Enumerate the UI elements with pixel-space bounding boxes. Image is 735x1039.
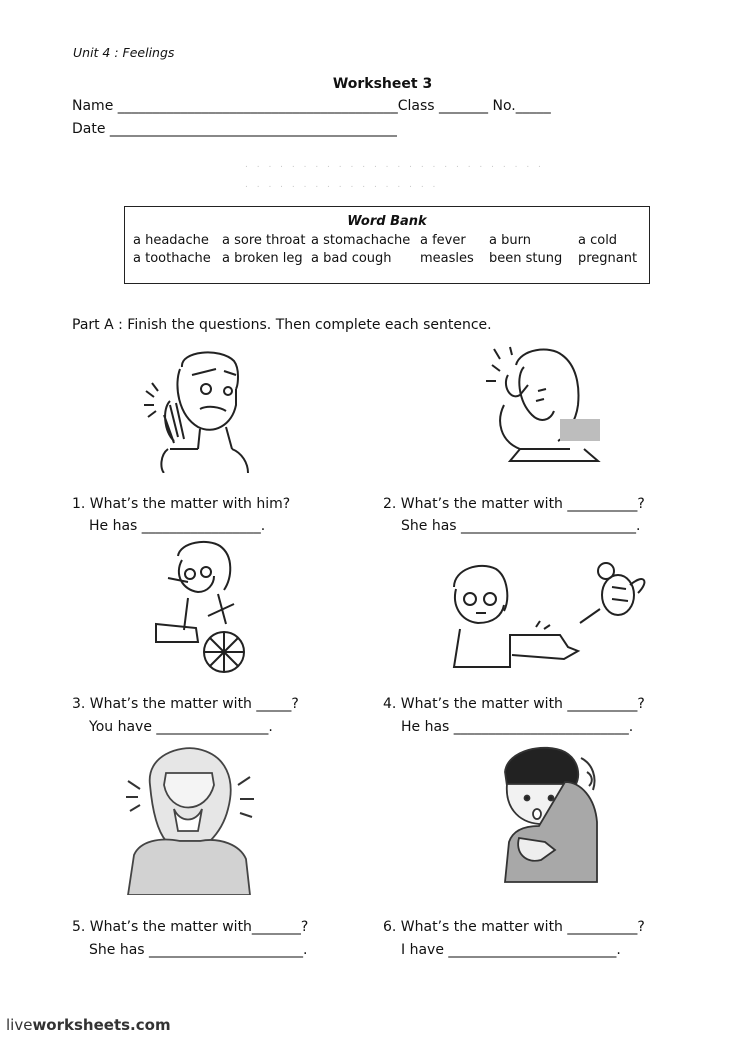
answer-1: He has _________________.	[89, 518, 266, 534]
unit-label: Unit 4 : Feelings	[73, 45, 175, 60]
word-bank-item: a headache	[133, 233, 209, 248]
date-line: Date _________________________________________	[72, 121, 397, 137]
question-1: 1. What’s the matter with him?	[72, 496, 291, 512]
word-bank-title: Word Bank	[347, 214, 427, 229]
boy-toothache-illustration	[140, 345, 260, 473]
question-4: 4. What’s the matter with __________?	[383, 696, 645, 712]
answer-2: She has _________________________.	[401, 518, 641, 534]
answer-4: He has _________________________.	[401, 719, 634, 735]
question-3: 3. What’s the matter with _____?	[72, 696, 299, 712]
word-bank	[124, 206, 650, 284]
word-bank-item: a bad cough	[311, 251, 392, 266]
brand-tail: .com	[130, 1016, 171, 1034]
liveworksheets-brand[interactable]	[6, 1016, 171, 1034]
word-bank-item: a stomachache	[311, 233, 411, 248]
word-bank-item: a toothache	[133, 251, 211, 266]
answer-6: I have ________________________.	[401, 942, 621, 958]
word-bank-item: been stung	[489, 251, 563, 266]
brand-bold: worksheets	[32, 1016, 131, 1034]
name-line: Name ________________________________________Class _______ No._____	[72, 98, 551, 114]
word-bank-item: a burn	[489, 233, 531, 248]
word-bank-item: pregnant	[578, 251, 638, 266]
part-a-instructions: Part A : Finish the questions. Then complete each sentence.	[72, 317, 492, 333]
woman-sneezing-illustration	[120, 745, 260, 895]
word-bank-item: a fever	[420, 233, 466, 248]
boy-coughing-illustration	[485, 742, 605, 892]
word-bank-item: a broken leg	[222, 251, 303, 266]
word-bank-item: measles	[420, 251, 474, 266]
woman-headache-illustration	[480, 345, 605, 465]
answer-3: You have ________________.	[89, 719, 273, 735]
word-bank-item: a cold	[578, 233, 618, 248]
faint-text-line: . . . . . . . . . . . . . . . . .	[245, 180, 439, 190]
word-bank-item: a sore throat	[222, 233, 306, 248]
brand-light: live	[6, 1016, 33, 1034]
woman-wheelchair-broken-leg-illustration	[148, 538, 253, 678]
boy-bee-sting-illustration	[440, 555, 655, 675]
question-6: 6. What’s the matter with __________?	[383, 919, 645, 935]
question-5: 5. What’s the matter with_______?	[72, 919, 309, 935]
question-2: 2. What’s the matter with __________?	[383, 496, 645, 512]
faint-text-line: . . . . . . . . . . . . . . . . . . . . . . . . . .	[245, 160, 544, 170]
worksheet-title: Worksheet 3	[332, 76, 433, 92]
answer-5: She has ______________________.	[89, 942, 308, 958]
